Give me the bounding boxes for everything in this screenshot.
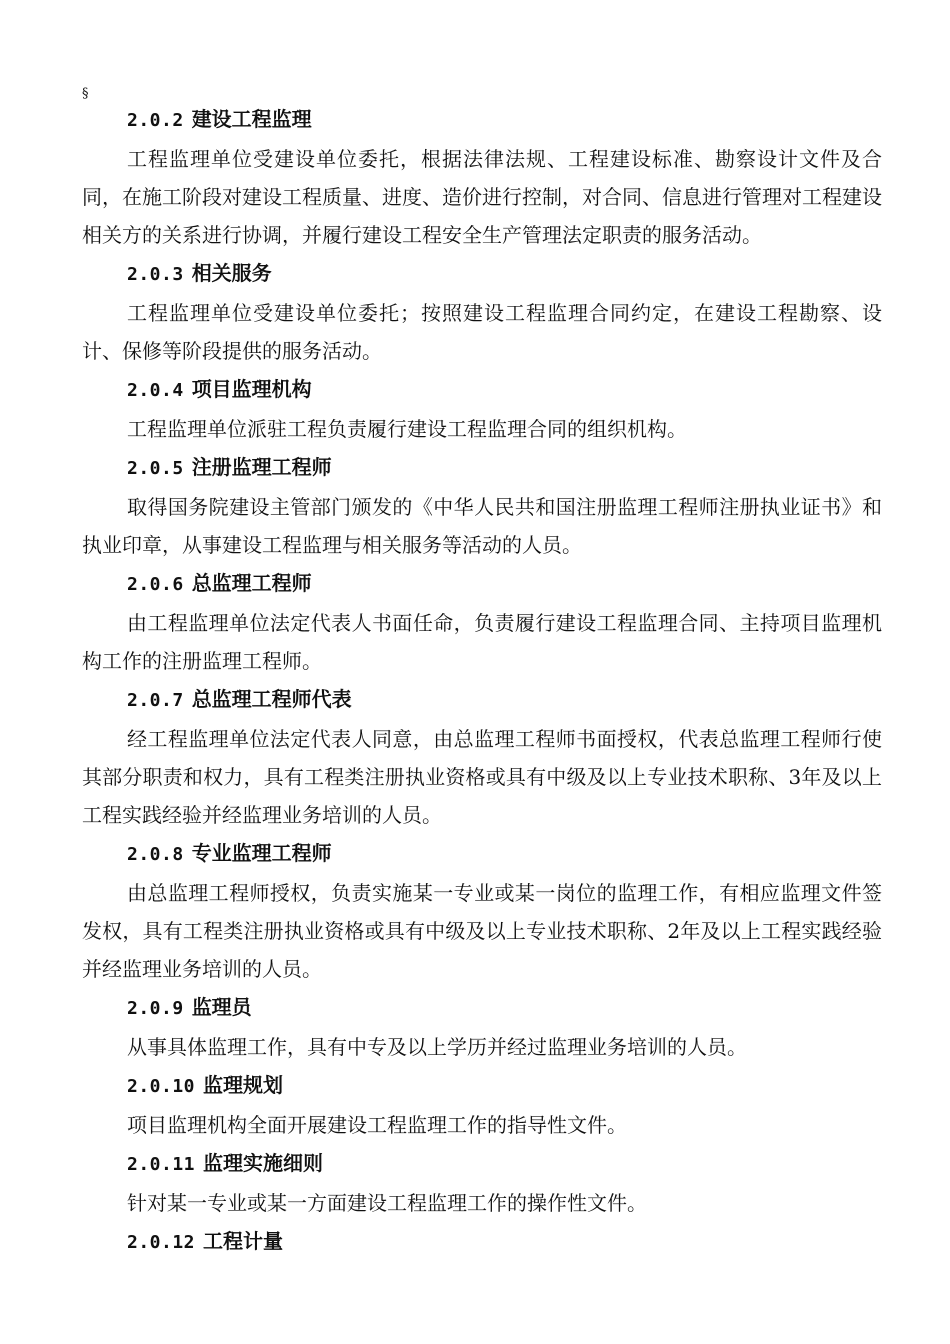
term-heading bbox=[82, 1066, 882, 1106]
term-definition: 针对某一专业或某一方面建设工程监理工作的操作性文件。 bbox=[127, 1191, 647, 1215]
term-title: 总监理工程师代表 bbox=[191, 687, 352, 711]
term-definition: 项目监理机构全面开展建设工程监理工作的指导性文件。 bbox=[127, 1113, 627, 1137]
term-number: 2.0.9 bbox=[127, 998, 184, 1019]
term-title: 监理员 bbox=[191, 995, 252, 1019]
term-title: 建设工程监理 bbox=[191, 107, 312, 131]
term-number: 2.0.3 bbox=[127, 264, 184, 285]
term-number: 2.0.4 bbox=[127, 380, 184, 401]
term-title: 相关服务 bbox=[191, 261, 272, 285]
term-number: 2.0.6 bbox=[127, 574, 184, 595]
term-definition: 工程监理单位受建设单位委托；按照建设工程监理合同约定，在建设工程勘察、设计、保修等阶段提供的服务活动。 bbox=[82, 301, 882, 363]
term-number: 2.0.10 bbox=[127, 1076, 196, 1097]
term-number: 2.0.8 bbox=[127, 844, 184, 865]
term-definition: 由工程监理单位法定代表人书面任命，负责履行建设工程监理合同、主持项目监理机构工作的注册监理工程师。 bbox=[82, 611, 882, 673]
term-title: 监理实施细则 bbox=[203, 1151, 324, 1175]
term-heading bbox=[82, 254, 882, 294]
term-number: 2.0.2 bbox=[127, 110, 184, 131]
term-heading bbox=[82, 448, 882, 488]
term-number: 2.0.12 bbox=[127, 1232, 196, 1253]
section-marker: § bbox=[82, 86, 89, 101]
term-number: 2.0.5 bbox=[127, 458, 184, 479]
term-title: 监理规划 bbox=[203, 1073, 284, 1097]
term-title: 工程计量 bbox=[203, 1229, 284, 1253]
term-definition: 取得国务院建设主管部门颁发的《中华人民共和国注册监理工程师注册执业证书》和执业印章，从事建设工程监理与相关服务等活动的人员。 bbox=[82, 495, 882, 557]
term-heading bbox=[82, 834, 882, 874]
term-heading bbox=[82, 564, 882, 604]
term-title: 注册监理工程师 bbox=[191, 455, 332, 479]
term-heading bbox=[82, 680, 882, 720]
term-definition: 工程监理单位受建设单位委托，根据法律法规、工程建设标准、勘察设计文件及合同，在施工阶段对建设工程质量、进度、造价进行控制，对合同、信息进行管理对工程建设相关方的关系进行协调，并履行建设工程安全生产管理法定职责的服务活动。 bbox=[82, 147, 882, 247]
term-definition: 工程监理单位派驻工程负责履行建设工程监理合同的组织机构。 bbox=[127, 417, 687, 441]
term-number: 2.0.7 bbox=[127, 690, 184, 711]
term-heading bbox=[82, 1222, 882, 1262]
term-heading bbox=[82, 988, 882, 1028]
term-heading bbox=[82, 1144, 882, 1184]
term-title: 项目监理机构 bbox=[191, 377, 312, 401]
term-heading bbox=[82, 370, 882, 410]
term-heading bbox=[82, 100, 882, 140]
term-definition: 经工程监理单位法定代表人同意，由总监理工程师书面授权，代表总监理工程师行使其部分职责和权力，具有工程类注册执业资格或具有中级及以上专业技术职称、3年及以上工程实践经验并经监理业务培训的人员。 bbox=[82, 727, 882, 827]
term-title: 总监理工程师 bbox=[191, 571, 312, 595]
term-definition: 由总监理工程师授权，负责实施某一专业或某一岗位的监理工作，有相应监理文件签发权，具有工程类注册执业资格或具有中级及以上专业技术职称、2年及以上工程实践经验并经监理业务培训的人员。 bbox=[82, 881, 882, 981]
term-definition: 从事具体监理工作，具有中专及以上学历并经过监理业务培训的人员。 bbox=[127, 1035, 747, 1059]
term-title: 专业监理工程师 bbox=[191, 841, 332, 865]
term-number: 2.0.11 bbox=[127, 1154, 196, 1175]
document-body bbox=[82, 100, 882, 1262]
